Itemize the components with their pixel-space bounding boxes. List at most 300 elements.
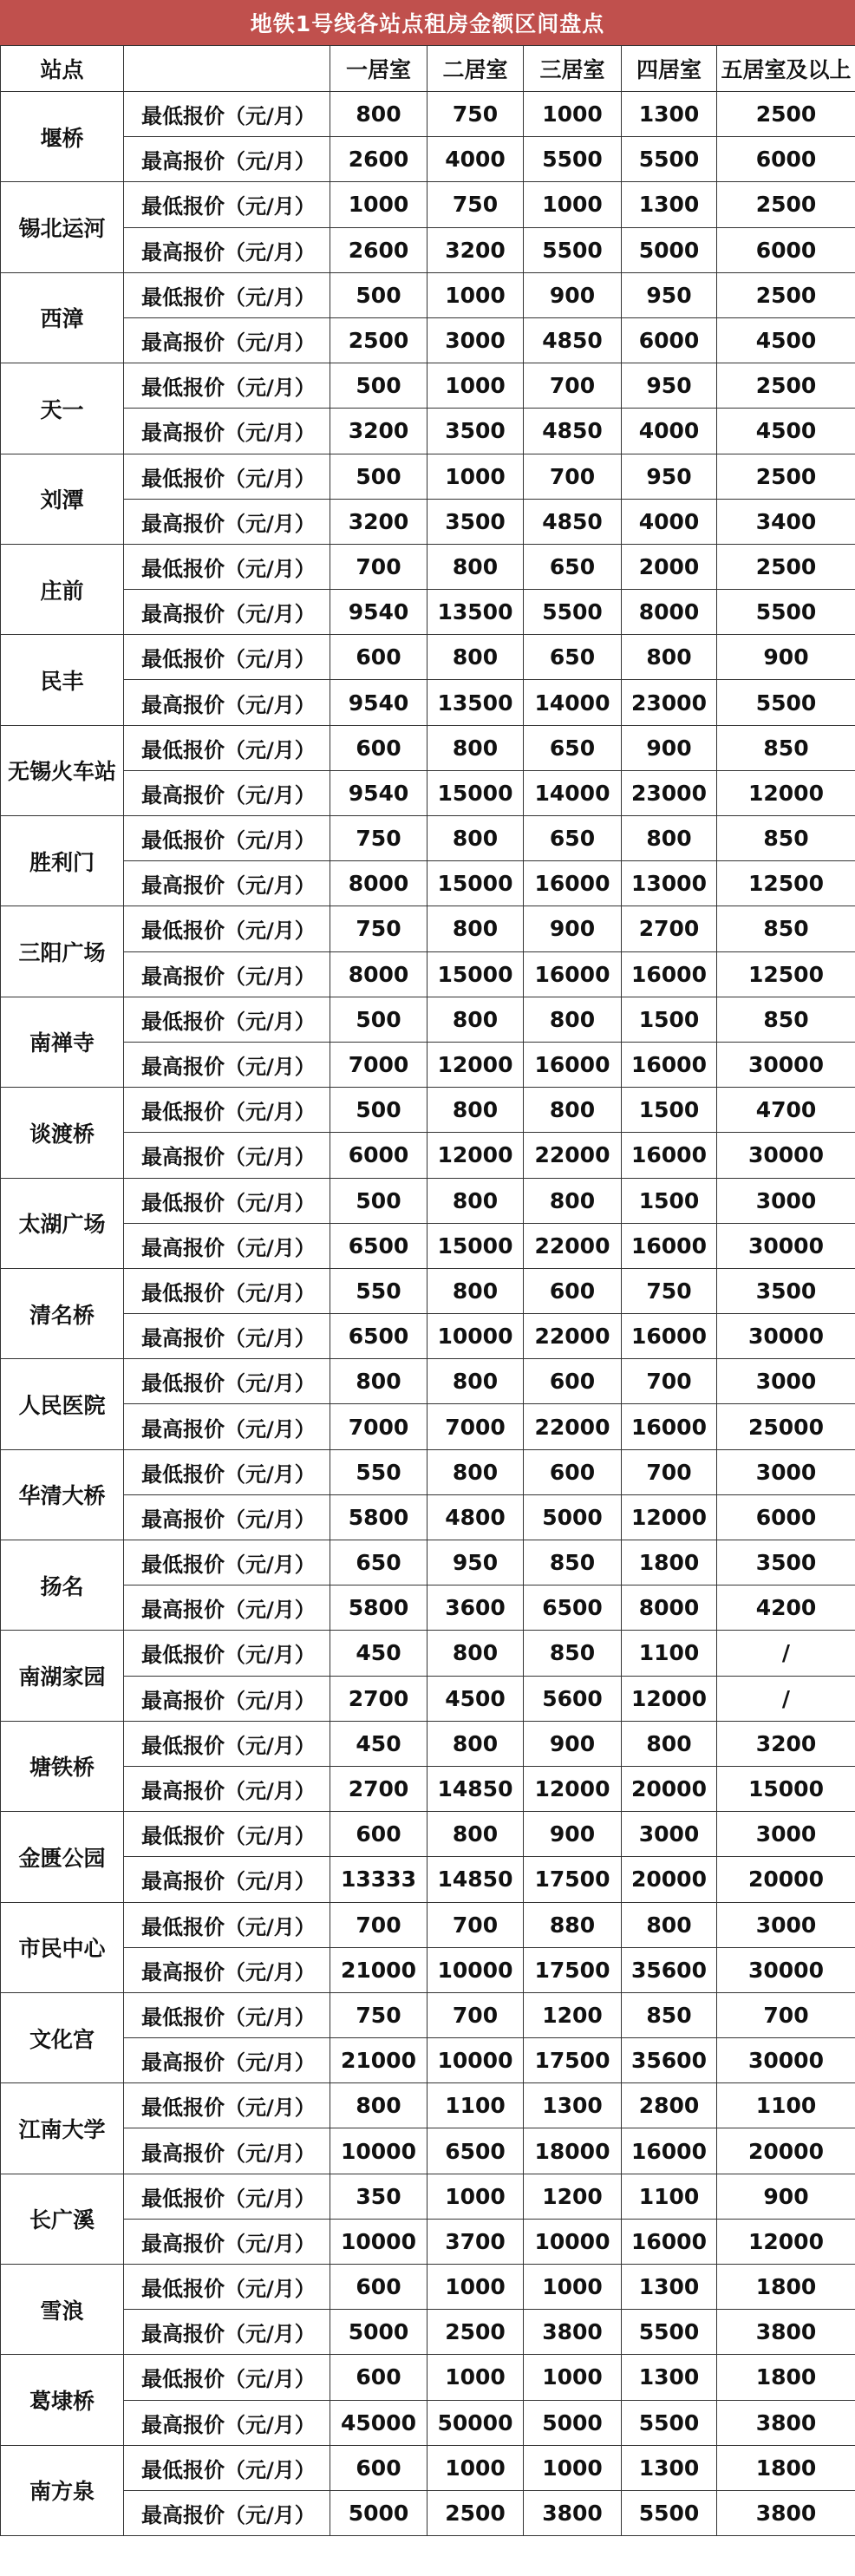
min-price-cell: 850 (717, 725, 855, 770)
min-price-cell: 1800 (622, 1540, 717, 1585)
min-price-cell: 900 (524, 906, 622, 951)
min-price-label: 最低报价（元/月） (124, 1268, 330, 1313)
min-price-cell: 1300 (622, 182, 717, 227)
table-row (1, 1766, 855, 1811)
max-price-cell: 3800 (524, 2490, 622, 2535)
max-price-cell: 7000 (330, 1404, 428, 1449)
min-price-cell: 750 (330, 1992, 428, 2037)
min-price-cell: 2500 (717, 272, 855, 317)
table-row (1, 2219, 855, 2264)
station-name: 江南大学 (1, 2083, 124, 2174)
min-price-cell: 800 (428, 544, 524, 589)
max-price-cell: 35600 (622, 1947, 717, 1992)
station-name: 胜利门 (1, 816, 124, 906)
max-price-cell: 3800 (524, 2310, 622, 2355)
max-price-cell: 5000 (524, 2400, 622, 2445)
min-price-cell: 1100 (428, 2083, 524, 2128)
max-price-cell: 5000 (622, 227, 717, 272)
min-price-cell: 1000 (524, 182, 622, 227)
max-price-cell: 3600 (428, 1585, 524, 1631)
max-price-cell: 3400 (717, 499, 855, 544)
min-price-cell: 500 (330, 1088, 428, 1133)
max-price-cell: 16000 (622, 2128, 717, 2174)
max-price-cell: 13000 (622, 861, 717, 906)
max-price-cell: 17500 (524, 1857, 622, 1902)
max-price-cell: 4800 (428, 1494, 524, 1540)
max-price-cell: 23000 (622, 680, 717, 725)
station-name: 南禅寺 (1, 997, 124, 1087)
max-price-cell: 6500 (428, 2128, 524, 2174)
table-row (1, 1268, 855, 1313)
station-name: 南方泉 (1, 2445, 124, 2535)
header-cell-station: 站点 (1, 46, 124, 92)
min-price-cell: 800 (428, 1812, 524, 1857)
max-price-label: 最高报价（元/月） (124, 951, 330, 997)
min-price-cell: 1500 (622, 1088, 717, 1133)
max-price-cell: 16000 (622, 1133, 717, 1178)
table-row (1, 1857, 855, 1902)
max-price-cell: 14850 (428, 1766, 524, 1811)
min-price-cell: 800 (428, 816, 524, 861)
min-price-cell: 800 (330, 2083, 428, 2128)
table-row (1, 363, 855, 409)
min-price-cell: 1000 (524, 2355, 622, 2400)
min-price-label: 最低报价（元/月） (124, 906, 330, 951)
table-row (1, 1042, 855, 1087)
table-row (1, 1902, 855, 1947)
min-price-cell: 1300 (622, 2445, 717, 2490)
min-price-label: 最低报价（元/月） (124, 544, 330, 589)
max-price-cell: 30000 (717, 1947, 855, 1992)
min-price-cell: 550 (330, 1268, 428, 1313)
min-price-cell: 800 (622, 635, 717, 680)
table-row (1, 1314, 855, 1359)
table-row (1, 1449, 855, 1494)
max-price-cell: 3200 (428, 227, 524, 272)
max-price-cell: 14850 (428, 1857, 524, 1902)
min-price-cell: 800 (428, 906, 524, 951)
table-row (1, 2400, 855, 2445)
min-price-cell: 850 (622, 1992, 717, 2037)
max-price-cell: 5800 (330, 1494, 428, 1540)
min-price-cell: 750 (330, 816, 428, 861)
max-price-cell: / (717, 1676, 855, 1721)
min-price-cell: 600 (330, 2445, 428, 2490)
max-price-cell: 22000 (524, 1133, 622, 1178)
max-price-cell: 4200 (717, 1585, 855, 1631)
table-row (1, 997, 855, 1042)
min-price-label: 最低报价（元/月） (124, 816, 330, 861)
max-price-label: 最高报价（元/月） (124, 317, 330, 363)
min-price-cell: 3500 (717, 1540, 855, 1585)
min-price-cell: 600 (330, 635, 428, 680)
min-price-cell: 650 (524, 544, 622, 589)
max-price-cell: 13333 (330, 1857, 428, 1902)
max-price-cell: 20000 (717, 2128, 855, 2174)
max-price-label: 最高报价（元/月） (124, 1676, 330, 1721)
max-price-cell: 6000 (717, 137, 855, 182)
min-price-cell: 2500 (717, 544, 855, 589)
max-price-cell: 6500 (524, 1585, 622, 1631)
min-price-cell: 2700 (622, 906, 717, 951)
table-row (1, 1404, 855, 1449)
max-price-cell: 12000 (717, 2219, 855, 2264)
min-price-cell: 1100 (622, 1631, 717, 1676)
min-price-cell: 850 (717, 906, 855, 951)
min-price-cell: 1500 (622, 1178, 717, 1223)
station-name: 南湖家园 (1, 1631, 124, 1721)
station-name: 西漳 (1, 272, 124, 363)
max-price-cell: 13500 (428, 590, 524, 635)
min-price-label: 最低报价（元/月） (124, 725, 330, 770)
table-row (1, 906, 855, 951)
min-price-cell: 800 (330, 1359, 428, 1404)
max-price-cell: 8000 (622, 590, 717, 635)
table-row (1, 2310, 855, 2355)
min-price-cell: 1000 (524, 2445, 622, 2490)
min-price-cell: 2800 (622, 2083, 717, 2128)
min-price-label: 最低报价（元/月） (124, 997, 330, 1042)
min-price-cell: 1100 (717, 2083, 855, 2128)
table-row (1, 770, 855, 815)
max-price-label: 最高报价（元/月） (124, 1133, 330, 1178)
max-price-cell: 9540 (330, 680, 428, 725)
min-price-cell: 750 (622, 1268, 717, 1313)
min-price-cell: 700 (330, 1902, 428, 1947)
max-price-label: 最高报价（元/月） (124, 1042, 330, 1087)
min-price-cell: 650 (524, 725, 622, 770)
table-row (1, 1947, 855, 1992)
max-price-label: 最高报价（元/月） (124, 2400, 330, 2445)
min-price-cell: 880 (524, 1902, 622, 1947)
min-price-cell: 450 (330, 1721, 428, 1766)
min-price-cell: 1000 (428, 2445, 524, 2490)
max-price-label: 最高报价（元/月） (124, 1857, 330, 1902)
max-price-cell: 22000 (524, 1404, 622, 1449)
max-price-cell: 30000 (717, 1133, 855, 1178)
min-price-cell: 850 (524, 1631, 622, 1676)
max-price-cell: 16000 (524, 1042, 622, 1087)
max-price-cell: 5500 (622, 2400, 717, 2445)
max-price-cell: 10000 (524, 2219, 622, 2264)
table-row (1, 227, 855, 272)
table-row (1, 317, 855, 363)
table-row (1, 1223, 855, 1268)
min-price-cell: 700 (428, 1992, 524, 2037)
min-price-cell: 700 (330, 544, 428, 589)
min-price-cell: 650 (524, 816, 622, 861)
max-price-cell: 10000 (428, 1947, 524, 1992)
min-price-cell: 800 (428, 725, 524, 770)
max-price-cell: 5500 (622, 2310, 717, 2355)
table-row (1, 1585, 855, 1631)
table-row (1, 137, 855, 182)
min-price-cell: 1800 (717, 2265, 855, 2310)
max-price-cell: 3800 (717, 2490, 855, 2535)
max-price-cell: 3800 (717, 2400, 855, 2445)
min-price-cell: 750 (330, 906, 428, 951)
max-price-cell: 6000 (330, 1133, 428, 1178)
header-cell-3-bedroom: 三居室 (524, 46, 622, 92)
max-price-cell: 21000 (330, 2038, 428, 2083)
max-price-cell: 7000 (330, 1042, 428, 1087)
min-price-cell: 600 (524, 1359, 622, 1404)
min-price-label: 最低报价（元/月） (124, 2445, 330, 2490)
min-price-label: 最低报价（元/月） (124, 2355, 330, 2400)
table-row (1, 1359, 855, 1404)
min-price-cell: 950 (622, 454, 717, 499)
min-price-cell: 600 (330, 2265, 428, 2310)
station-name: 市民中心 (1, 1902, 124, 1992)
max-price-cell: 23000 (622, 770, 717, 815)
header-cell-1-bedroom: 一居室 (330, 46, 428, 92)
max-price-cell: 7000 (428, 1404, 524, 1449)
max-price-label: 最高报价（元/月） (124, 227, 330, 272)
min-price-label: 最低报价（元/月） (124, 1088, 330, 1133)
table-row (1, 1992, 855, 2037)
table-row (1, 635, 855, 680)
max-price-cell: 8000 (622, 1585, 717, 1631)
table-row (1, 2128, 855, 2174)
max-price-cell: 20000 (717, 1857, 855, 1902)
min-price-label: 最低报价（元/月） (124, 635, 330, 680)
min-price-cell: 3000 (717, 1449, 855, 1494)
min-price-cell: 800 (428, 1721, 524, 1766)
min-price-cell: 3000 (622, 1812, 717, 1857)
max-price-cell: 9540 (330, 590, 428, 635)
max-price-cell: 13500 (428, 680, 524, 725)
station-name: 人民医院 (1, 1359, 124, 1449)
max-price-cell: 5600 (524, 1676, 622, 1721)
table-row (1, 2355, 855, 2400)
max-price-cell: 15000 (428, 770, 524, 815)
max-price-label: 最高报价（元/月） (124, 2038, 330, 2083)
min-price-cell: 3000 (717, 1812, 855, 1857)
table-row (1, 680, 855, 725)
max-price-cell: 15000 (428, 861, 524, 906)
max-price-cell: 12000 (524, 1766, 622, 1811)
max-price-cell: 5000 (524, 1494, 622, 1540)
table-row (1, 544, 855, 589)
max-price-label: 最高报价（元/月） (124, 1494, 330, 1540)
max-price-cell: 4000 (622, 409, 717, 454)
table-row (1, 2445, 855, 2490)
min-price-cell: 600 (330, 2355, 428, 2400)
rent-price-table (0, 45, 855, 2536)
min-price-cell: 950 (622, 272, 717, 317)
max-price-cell: 4500 (717, 409, 855, 454)
table-row (1, 1178, 855, 1223)
max-price-cell: 3200 (330, 499, 428, 544)
min-price-cell: 700 (428, 1902, 524, 1947)
max-price-cell: 5000 (330, 2310, 428, 2355)
max-price-cell: 3500 (428, 409, 524, 454)
max-price-cell: 4000 (428, 137, 524, 182)
max-price-cell: 10000 (428, 2038, 524, 2083)
min-price-cell: 2500 (717, 363, 855, 409)
min-price-cell: 800 (428, 635, 524, 680)
max-price-cell: 50000 (428, 2400, 524, 2445)
max-price-label: 最高报价（元/月） (124, 1223, 330, 1268)
min-price-cell: 1300 (622, 92, 717, 137)
min-price-label: 最低报价（元/月） (124, 1449, 330, 1494)
max-price-cell: 16000 (622, 1404, 717, 1449)
min-price-cell: 800 (622, 1902, 717, 1947)
max-price-label: 最高报价（元/月） (124, 590, 330, 635)
table-row (1, 1721, 855, 1766)
table-row (1, 2490, 855, 2535)
max-price-cell: 2600 (330, 227, 428, 272)
min-price-label: 最低报价（元/月） (124, 1631, 330, 1676)
max-price-cell: 12000 (622, 1494, 717, 1540)
max-price-cell: 2700 (330, 1766, 428, 1811)
max-price-cell: 15000 (428, 951, 524, 997)
max-price-cell: 8000 (330, 861, 428, 906)
station-name: 刘潭 (1, 454, 124, 544)
max-price-label: 最高报价（元/月） (124, 1766, 330, 1811)
max-price-cell: 3800 (717, 2310, 855, 2355)
min-price-cell: 800 (622, 1721, 717, 1766)
min-price-cell: 1100 (622, 2174, 717, 2219)
max-price-cell: 21000 (330, 1947, 428, 1992)
min-price-cell: 3200 (717, 1721, 855, 1766)
max-price-cell: 6000 (622, 317, 717, 363)
max-price-cell: 16000 (622, 1223, 717, 1268)
min-price-cell: 950 (428, 1540, 524, 1585)
max-price-label: 最高报价（元/月） (124, 137, 330, 182)
min-price-cell: 800 (428, 1449, 524, 1494)
max-price-cell: 12000 (717, 770, 855, 815)
min-price-cell: 1500 (622, 997, 717, 1042)
max-price-cell: 16000 (622, 2219, 717, 2264)
table-row (1, 409, 855, 454)
min-price-cell: 450 (330, 1631, 428, 1676)
min-price-cell: 1000 (524, 92, 622, 137)
min-price-cell: 800 (428, 1631, 524, 1676)
max-price-cell: 4000 (622, 499, 717, 544)
min-price-cell: / (717, 1631, 855, 1676)
min-price-cell: 1000 (428, 272, 524, 317)
min-price-cell: 700 (717, 1992, 855, 2037)
min-price-cell: 1800 (717, 2355, 855, 2400)
max-price-cell: 35600 (622, 2038, 717, 2083)
max-price-cell: 12000 (622, 1676, 717, 1721)
max-price-cell: 12500 (717, 861, 855, 906)
max-price-cell: 16000 (524, 861, 622, 906)
min-price-cell: 950 (622, 363, 717, 409)
table-row (1, 1812, 855, 1857)
min-price-cell: 800 (622, 816, 717, 861)
station-name: 文化宫 (1, 1992, 124, 2082)
max-price-label: 最高报价（元/月） (124, 1947, 330, 1992)
min-price-cell: 800 (428, 1359, 524, 1404)
max-price-cell: 45000 (330, 2400, 428, 2445)
max-price-cell: 12500 (717, 951, 855, 997)
min-price-cell: 900 (717, 635, 855, 680)
table-row (1, 1088, 855, 1133)
min-price-cell: 3000 (717, 1902, 855, 1947)
min-price-cell: 1800 (717, 2445, 855, 2490)
min-price-label: 最低报价（元/月） (124, 2083, 330, 2128)
max-price-cell: 9540 (330, 770, 428, 815)
station-name: 葛埭桥 (1, 2355, 124, 2445)
min-price-cell: 850 (717, 997, 855, 1042)
max-price-cell: 10000 (330, 2219, 428, 2264)
min-price-label: 最低报价（元/月） (124, 1540, 330, 1585)
min-price-cell: 1300 (524, 2083, 622, 2128)
max-price-cell: 5500 (524, 137, 622, 182)
station-name: 清名桥 (1, 1268, 124, 1358)
station-name: 塘铁桥 (1, 1721, 124, 1811)
min-price-cell: 800 (524, 1178, 622, 1223)
max-price-label: 最高报价（元/月） (124, 1585, 330, 1631)
max-price-cell: 6500 (330, 1223, 428, 1268)
min-price-label: 最低报价（元/月） (124, 1812, 330, 1857)
min-price-label: 最低报价（元/月） (124, 2174, 330, 2219)
station-name: 堰桥 (1, 92, 124, 182)
table-row (1, 182, 855, 227)
min-price-cell: 700 (524, 363, 622, 409)
max-price-cell: 2600 (330, 137, 428, 182)
min-price-cell: 1000 (524, 2265, 622, 2310)
min-price-label: 最低报价（元/月） (124, 2265, 330, 2310)
table-row (1, 2174, 855, 2219)
station-name: 华清大桥 (1, 1449, 124, 1540)
table-row (1, 816, 855, 861)
max-price-label: 最高报价（元/月） (124, 409, 330, 454)
max-price-cell: 25000 (717, 1404, 855, 1449)
max-price-cell: 14000 (524, 680, 622, 725)
max-price-cell: 30000 (717, 1042, 855, 1087)
table-row (1, 1133, 855, 1178)
min-price-cell: 2500 (717, 92, 855, 137)
table-row (1, 590, 855, 635)
min-price-label: 最低报价（元/月） (124, 1359, 330, 1404)
max-price-cell: 2500 (428, 2490, 524, 2535)
min-price-cell: 1300 (622, 2265, 717, 2310)
table-row (1, 1676, 855, 1721)
max-price-cell: 17500 (524, 2038, 622, 2083)
max-price-cell: 18000 (524, 2128, 622, 2174)
header-cell-label (124, 46, 330, 92)
table-row (1, 272, 855, 317)
max-price-cell: 3500 (428, 499, 524, 544)
table-row (1, 92, 855, 137)
min-price-label: 最低报价（元/月） (124, 1178, 330, 1223)
min-price-cell: 600 (330, 1812, 428, 1857)
min-price-label: 最低报价（元/月） (124, 1721, 330, 1766)
max-price-cell: 15000 (428, 1223, 524, 1268)
min-price-label: 最低报价（元/月） (124, 92, 330, 137)
max-price-cell: 5800 (330, 1585, 428, 1631)
min-price-cell: 350 (330, 2174, 428, 2219)
max-price-cell: 4850 (524, 317, 622, 363)
max-price-cell: 5500 (717, 680, 855, 725)
max-price-cell: 3700 (428, 2219, 524, 2264)
max-price-cell: 20000 (622, 1766, 717, 1811)
max-price-cell: 12000 (428, 1042, 524, 1087)
table-row (1, 1540, 855, 1585)
max-price-label: 最高报价（元/月） (124, 1314, 330, 1359)
max-price-cell: 16000 (622, 951, 717, 997)
max-price-cell: 22000 (524, 1223, 622, 1268)
max-price-cell: 6000 (717, 227, 855, 272)
station-name: 长广溪 (1, 2174, 124, 2264)
max-price-cell: 5500 (524, 227, 622, 272)
max-price-label: 最高报价（元/月） (124, 2219, 330, 2264)
min-price-cell: 850 (717, 816, 855, 861)
max-price-cell: 5500 (524, 590, 622, 635)
